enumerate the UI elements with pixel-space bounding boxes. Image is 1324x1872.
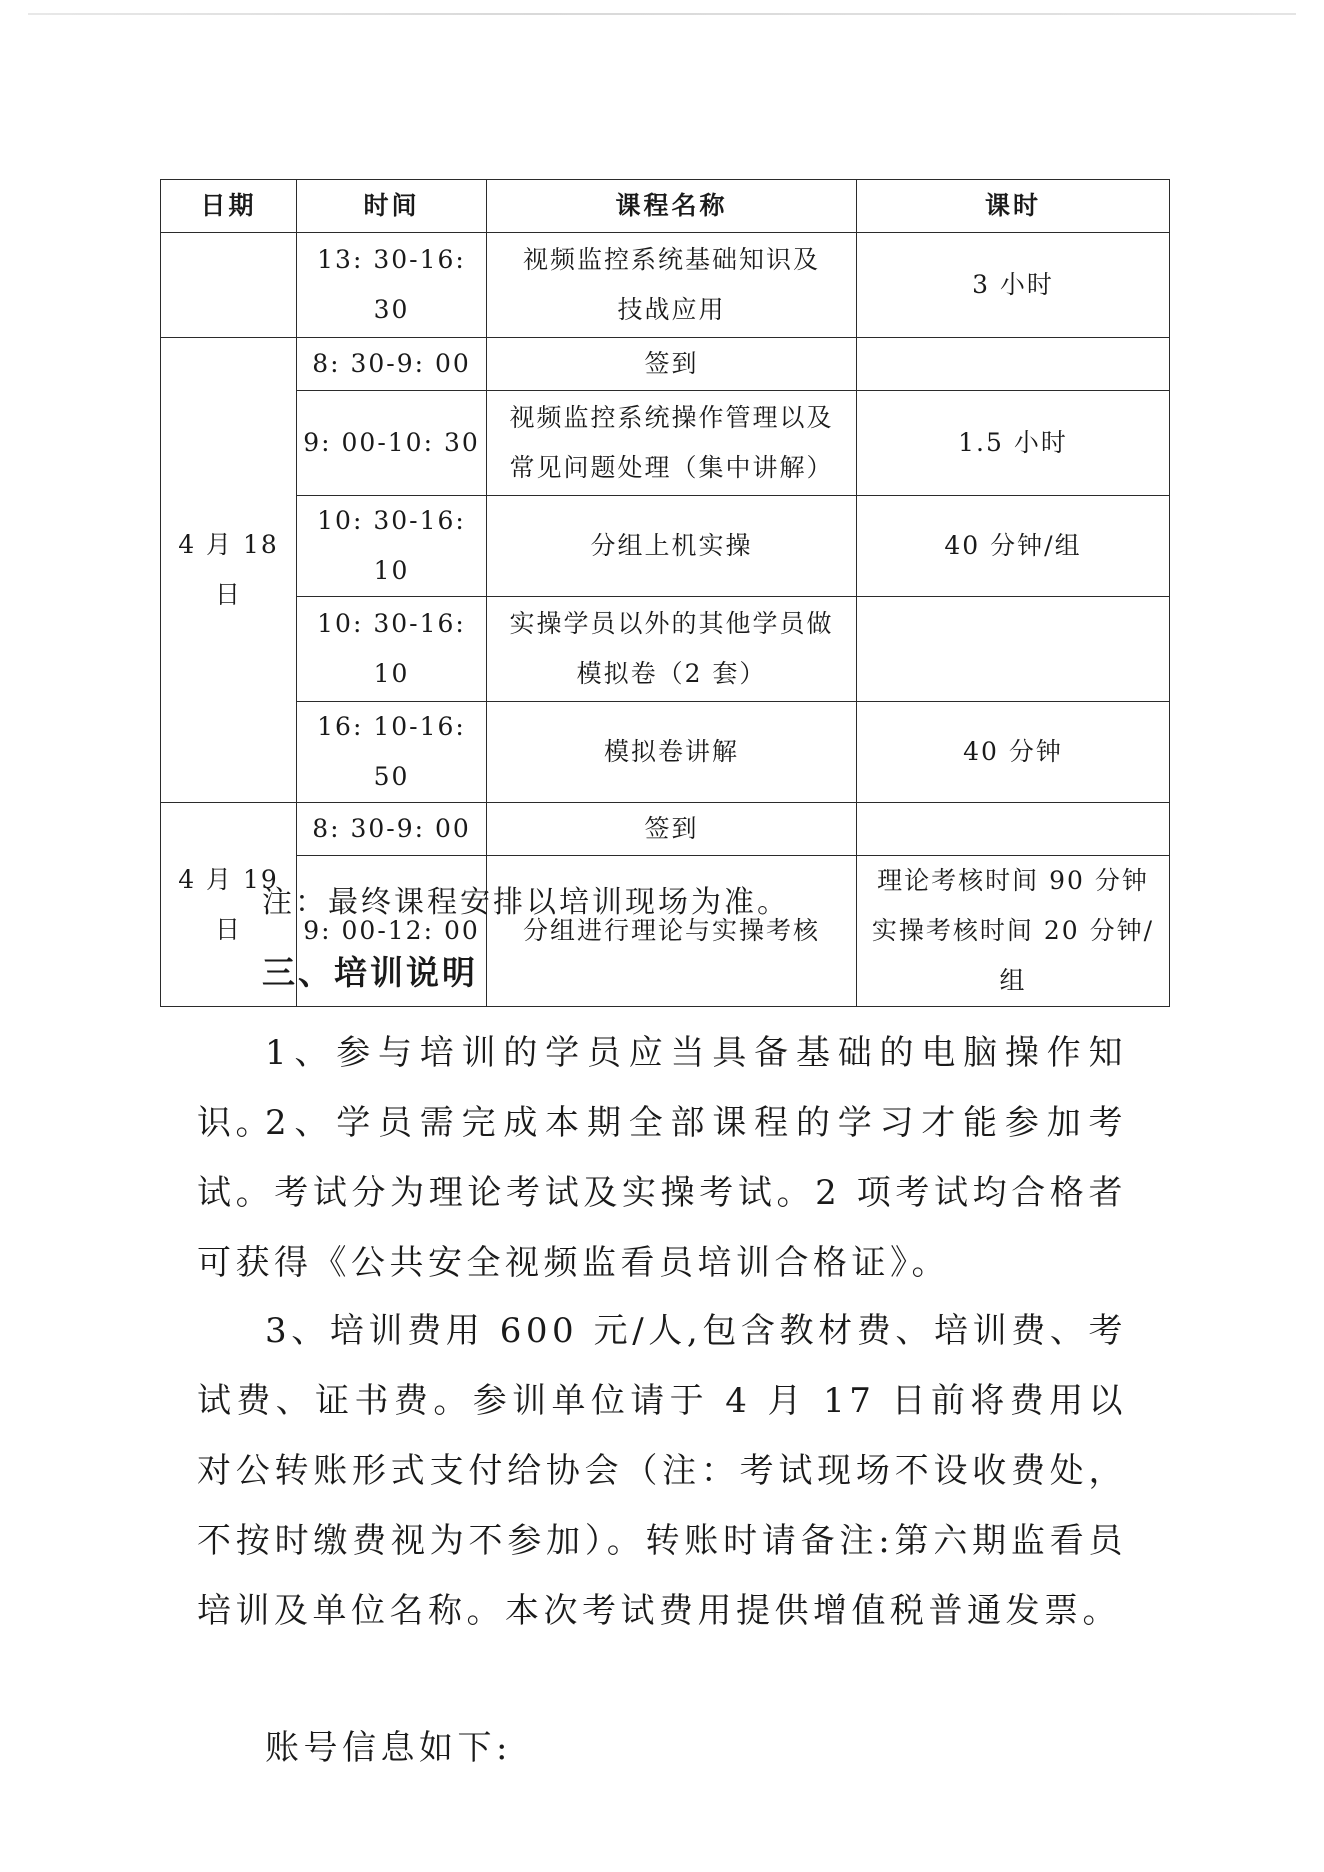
course-line: 视频监控系统基础知识及 — [522, 245, 820, 274]
time-cell: 13: 30-16: 30 — [297, 233, 487, 338]
hours-cell — [857, 856, 1170, 1007]
hours-cell: 1.5 小时 — [857, 391, 1170, 496]
table-row — [161, 597, 1170, 702]
table-row — [161, 803, 1170, 856]
table-row — [161, 496, 1170, 597]
time-cell: 8: 30-9: 00 — [297, 803, 487, 856]
header-course: 课程名称 — [487, 180, 857, 233]
course-line: 实操学员以外的其他学员做 — [509, 609, 834, 638]
hours-line: 实操考核时间 20 分钟/组 — [871, 916, 1155, 995]
course-line: 模拟卷（2 套） — [576, 659, 767, 688]
time-cell: 9: 00-10: 30 — [297, 391, 487, 496]
hours-cell — [857, 338, 1170, 391]
time-cell: 8: 30-9: 00 — [297, 338, 487, 391]
date-cell — [161, 233, 297, 338]
hours-cell: 40 分钟 — [857, 702, 1170, 803]
time-cell: 10: 30-16: 10 — [297, 597, 487, 702]
course-cell: 模拟卷讲解 — [487, 702, 857, 803]
course-cell: 分组进行理论与实操考核 — [487, 856, 857, 1007]
paragraph: 账号信息如下: — [265, 1728, 512, 1768]
time-cell: 10: 30-16: 10 — [297, 496, 487, 597]
paragraph: 1、参与培训的学员应当具备基础的电脑操作知识。 — [197, 1033, 1127, 1143]
header-date: 日期 — [161, 180, 297, 233]
table-row — [161, 391, 1170, 496]
table-row — [161, 338, 1170, 391]
course-line: 技战应用 — [617, 295, 726, 324]
course-cell: 签到 — [487, 338, 857, 391]
header-hours: 课时 — [857, 180, 1170, 233]
hours-cell: 3 小时 — [857, 233, 1170, 338]
schedule-note: 注：最终课程安排以培训现场为准。 — [262, 885, 790, 920]
date-cell-apr18: 4 月 18 日 — [161, 338, 297, 803]
course-cell — [487, 233, 857, 338]
course-cell: 签到 — [487, 803, 857, 856]
table-row — [161, 702, 1170, 803]
hours-cell — [857, 597, 1170, 702]
time-cell: 16: 10-16: 50 — [297, 702, 487, 803]
course-cell — [487, 597, 857, 702]
course-line: 视频监控系统操作管理以及 — [509, 403, 834, 432]
hours-cell: 40 分钟/组 — [857, 496, 1170, 597]
hours-line: 理论考核时间 90 分钟 — [877, 866, 1149, 895]
time-cell: 9: 00-12: 00 — [297, 856, 487, 1007]
course-line: 常见问题处理（集中讲解） — [509, 453, 834, 482]
date-cell-apr19: 4 月 19 日 — [161, 803, 297, 1007]
paragraph: 2、学员需完成本期全部课程的学习才能参加考试。考试分为理论考试及实操考试。2 项考试均合格者可获得《公共安全视频监看员培训合格证》。 — [197, 1103, 1127, 1283]
course-cell: 分组上机实操 — [487, 496, 857, 597]
scan-edge-line — [28, 13, 1296, 15]
section-heading: 三、培训说明 — [262, 953, 478, 992]
hours-cell — [857, 803, 1170, 856]
header-time: 时间 — [297, 180, 487, 233]
paragraph: 3、培训费用 600 元/人,包含教材费、培训费、考试费、证书费。参训单位请于 4 月 17 日前将费用以对公转账形式支付给协会（注：考试现场不设收费处，不按时缴费视为不参加）。转账时请备注:第六期监看员培训及单位名称。本次考试费用提供增值税普通发票。 — [197, 1311, 1127, 1631]
table-row — [161, 233, 1170, 338]
table-header-row — [161, 180, 1170, 233]
course-cell — [487, 391, 857, 496]
